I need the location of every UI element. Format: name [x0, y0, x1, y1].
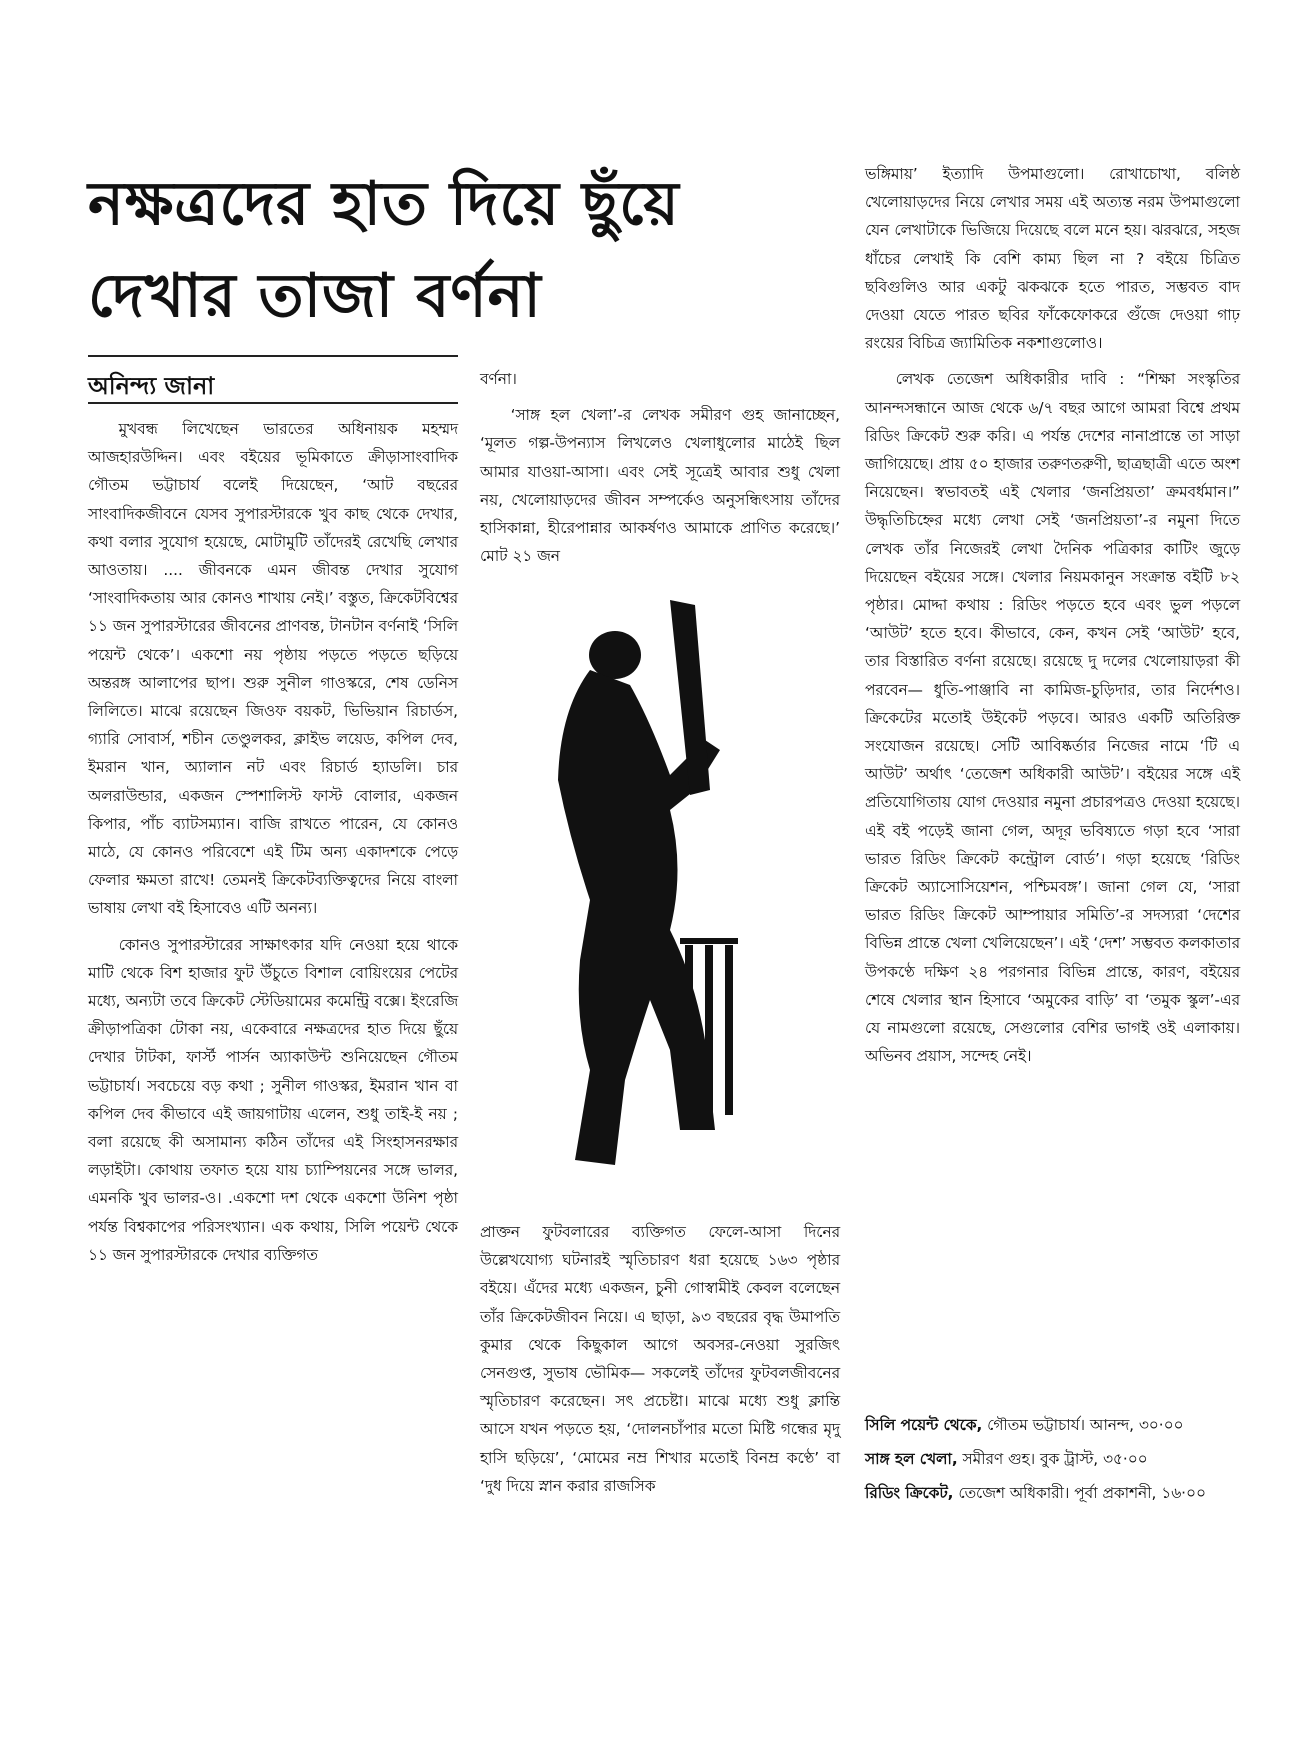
column-2-bottom	[480, 1218, 840, 1508]
paragraph: বর্ণনা।	[480, 370, 517, 388]
headline-line-2: দেখার তাজা বর্ণনা	[88, 261, 542, 331]
byline-rule-bottom	[88, 402, 458, 404]
book-title: সাঙ্গ হল খেলা,	[865, 1450, 958, 1468]
paragraph: প্রাক্তন ফুটবলারের ব্যক্তিগত ফেলে-আসা দিনের উল্লেখযোগ্য ঘটনারই স্মৃতিচারণ ধরা হয়েছে ১৬৩ পৃষ্ঠার বইয়ে। এঁদের মধ্যে একজন, চুনী গোস্বামীই কেবল বলেছেন তাঁর ক্রিকেটজীবন নিয়ে। এ ছাড়া, ৯৩ বছরের বৃদ্ধ উমাপতি কুমার থেকে কিছুকাল আগে অবসর-নেওয়া সুরজিৎ সেনগুপ্ত, সুভাষ ভৌমিক— সকলেই তাঁদের ফুটবলজীবনের স্মৃতিচারণ করেছেন। সৎ প্রচেষ্টা। মাঝে মধ্যে শুধু ক্লান্তি আসে যখন পড়তে হয়, ‘দোলনচাঁপার মতো মিষ্টি গন্ধের মৃদু হাসি ছড়িয়ে’, ‘মোমের নম্র শিখার মতোই বিনম্র কণ্ঠে’ বা ‘দুধ দিয়ে স্নান করার রাজসিক	[480, 1223, 840, 1495]
paragraph: ‘সাঙ্গ হল খেলা’-র লেখক সমীরণ গুহ জানাচ্ছেন, ‘মূলত গল্প-উপন্যাস লিখলেও খেলাধুলোর মাঠেই ছিল আমার যাওয়া-আসা। এবং সেই সূত্রেই আবার শুধু খেলা নয়, খেলোয়াড়দের জীবন সম্পর্কেও অনুসন্ধিৎসায় তাঁদের হাসিকান্না, হীরেপান্নার আকর্ষণও আমাকে প্রাণিত করেছে।’ মোট ২১ জন	[480, 406, 840, 566]
book-title: রিডিং ক্রিকেট,	[865, 1484, 954, 1502]
book-entry	[865, 1410, 1240, 1440]
paragraph: লেখক তেজেশ অধিকারীর দাবি : “শিক্ষা সংস্কৃতির আনন্দসন্ধানে আজ থেকে ৬/৭ বছর আগে আমরা বিশ্বে প্রথম রিডিং ক্রিকেট শুরু করি। এ পর্যন্ত দেশের নানাপ্রান্তে তা সাড়া জাগিয়েছে। প্রায় ৫০ হাজার তরুণতরুণী, ছাত্রছাত্রী এতে অংশ নিয়েছেন। স্বভাবতই এই খেলার ‘জনপ্রিয়তা’ ক্রমবর্ধমান।” উদ্ধৃতিচিহ্নের মধ্যে লেখা সেই ‘জনপ্রিয়তা’-র নমুনা দিতে লেখক তাঁর নিজেরই লেখা দৈনিক পত্রিকার কাটিং জুড়ে দিয়েছেন বইয়ের সঙ্গে। খেলার নিয়মকানুন সংক্রান্ত বইটি ৮২ পৃষ্ঠার। মোদ্দা কথায় : রিডিং পড়তে হবে এবং ভুল পড়লে ‘আউট’ হতে হবে। কীভাবে, কেন, কখন সেই ‘আউট’ হবে, তার বিস্তারিত বর্ণনা রয়েছে। রয়েছে দু দলের খেলোয়াড়রা কী পরবেন— ধুতি-পাঞ্জাবি না কামিজ-চুড়িদার, তার নির্দেশও। ক্রিকেটের মতোই উইকেট পড়বে। আরও একটি অতিরিক্ত সংযোজন রয়েছে। সেটি আবিষ্কর্তার নিজের নামে ‘টি এ আউট’ অর্থাৎ ‘তেজেশ অধিকারী আউট’। বইয়ের সঙ্গে এই প্রতিযোগিতায় যোগ দেওয়ার নমুনা প্রচারপত্রও দেওয়া হয়েছে। এই বই পড়েই জানা গেল, অদূর ভবিষ্যতে গড়া হবে ‘সারা ভারত রিডিং ক্রিকেট কন্ট্রোল বোর্ড’। গড়া হয়েছে ‘রিডিং ক্রিকেট অ্যাসোসিয়েশন, পশ্চিমবঙ্গ’। জানা গেল যে, ‘সারা ভারত রিডিং ক্রিকেট আম্পায়ার সমিতি’-র সদস্যরা ‘দেশের বিভিন্ন প্রান্তে খেলা খেলিয়েছেন’। এই ‘দেশ’ সম্ভবত কলকাতার উপকণ্ঠে দক্ষিণ ২৪ পরগনার বিভিন্ন প্রান্তে, কারণ, বইয়ের শেষে খেলার স্থান হিসাবে ‘অমুকের বাড়ি’ বা ‘তমুক স্কুল’-এর যে নামগুলো রয়েছে, সেগুলোর বেশির ভাগই ওই এলাকায়। অভিনব প্রয়াস, সন্দেহ নেই।	[865, 370, 1240, 1066]
column-1	[88, 415, 458, 1277]
book-details: গৌতম ভট্টাচার্য। আনন্দ, ৩০·০০	[982, 1416, 1184, 1434]
book-details: সমীরণ গুহ। বুক ট্রাস্ট, ৩৫·০০	[957, 1450, 1148, 1468]
column-2-top	[480, 365, 840, 578]
cricketer-illustration	[520, 600, 780, 1190]
headline	[88, 158, 768, 342]
paragraph: ভঙ্গিমায়’ ইত্যাদি উপমাগুলো। রোখাচোখা, বলিষ্ঠ খেলোয়াড়দের নিয়ে লেখার সময় এই অত্যন্ত নরম উপমাগুলো যেন লেখাটাকে ভিজিয়ে দিয়েছে বলে মনে হয়। ঝরঝরে, সহজ ধাঁচের লেখাই কি বেশি কাম্য ছিল না ? বইয়ে চিত্রিত ছবিগুলিও আর একটু ঝকঝকে হতে পারত, সম্ভবত বাদ দেওয়া যেতে পারত ছবির ফাঁকেফোকরে গুঁজে দেওয়া গাঢ় রংয়ের বিচিত্র জ্যামিতিক নকশাগুলোও।	[865, 165, 1240, 353]
headline-line-1: নক্ষত্রদের হাত দিয়ে ছুঁয়ে	[88, 169, 680, 239]
book-entry	[865, 1444, 1240, 1474]
paragraph: কোনও সুপারস্টারের সাক্ষাৎকার যদি নেওয়া হয়ে থাকে মাটি থেকে বিশ হাজার ফুট উঁচুতে বিশাল বোয়িংয়ের পেটের মধ্যে, অন্যটা তবে ক্রিকেট স্টেডিয়ামের কমেন্ট্রি বক্সে। ইংরেজি ক্রীড়াপত্রিকা টোকা নয়, একেবারে নক্ষত্রদের হাত দিয়ে ছুঁয়ে দেখার টাটকা, ফার্স্ট পার্সন অ্যাকাউন্ট শুনিয়েছেন গৌতম ভট্টাচার্য। সবচেয়ে বড় কথা ; সুনীল গাওস্কর, ইমরান খান বা কপিল দেব কীভাবে এই জায়গাটায় এলেন, শুধু তাই-ই নয় ; বলা রয়েছে কী অসামান্য কঠিন তাঁদের এই সিংহাসনরক্ষার লড়াইটা। কোথায় তফাত হয়ে যায় চ্যাম্পিয়নের সঙ্গে ভালর, এমনকি খুব ভালর-ও। .একশো দশ থেকে একশো উনিশ পৃষ্ঠা পর্যন্ত বিশ্বকাপের পরিসংখ্যান। এক কথায়, সিলি পয়েন্ট থেকে ১১ জন সুপারস্টারকে দেখার ব্যক্তিগত	[88, 935, 458, 1264]
column-3	[865, 160, 1240, 1079]
book-entry	[865, 1478, 1240, 1508]
byline-rule-top	[88, 355, 458, 357]
paragraph: মুখবন্ধ লিখেছেন ভারতের অধিনায়ক মহম্মদ আজহারউদ্দিন। এবং বইয়ের ভূমিকাতে ক্রীড়াসাংবাদিক গৌতম ভট্টাচার্য বলেই দিয়েছেন, ‘আট বছরের সাংবাদিকজীবনে যেসব সুপারস্টারকে খুব কাছ থেকে দেখার, কথা বলার সুযোগ হয়েছে, মোটামুটি তাঁদেরই রেখেছি লেখার আওতায়। .... জীবনকে এমন জীবন্ত দেখার সুযোগ ‘সাংবাদিকতায় আর কোনও শাখায় নেই।’ বস্তুত, ক্রিকেটবিশ্বের ১১ জন সুপারস্টারের জীবনের প্রাণবন্ত, টানটান বর্ণনাই ‘সিলি পয়েন্ট থেকে’। একশো নয় পৃষ্ঠায় পড়তে পড়তে ছড়িয়ে অন্তরঙ্গ আলাপের ছাপ। শুরু সুনীল গাওস্করে, শেষ ডেনিস লিলিতে। মাঝে রয়েছেন জিওফ বয়কট, ভিভিয়ান রিচার্ডস, গ্যারি সোবার্স, শচীন তেণ্ডুলকর, ক্লাইভ লয়েড, কপিল দেব, ইমরান খান, অ্যালান নট এবং রিচার্ড হ্যাডলি। চার অলরাউন্ডার, একজন স্পেশালিস্ট ফাস্ট বোলার, একজন কিপার, পাঁচ ব্যাটসম্যান। বাজি রাখতে পারেন, যে কোনও মাঠে, যে কোনও পরিবেশে এই টিম অন্য একাদশকে পেড়ে ফেলার ক্ষমতা রাখে! তেমনই ক্রিকেটব্যক্তিত্বদের নিয়ে বাংলা ভাষায় লেখা বই হিসাবেও এটি অনন্য।	[88, 420, 458, 918]
byline: অনিন্দ্য জানা	[88, 372, 215, 400]
book-details: তেজেশ অধিকারী। পূর্বা প্রকাশনী, ১৬·০০	[953, 1484, 1206, 1502]
book-list	[865, 1410, 1240, 1512]
book-title: সিলি পয়েন্ট থেকে,	[865, 1416, 983, 1434]
